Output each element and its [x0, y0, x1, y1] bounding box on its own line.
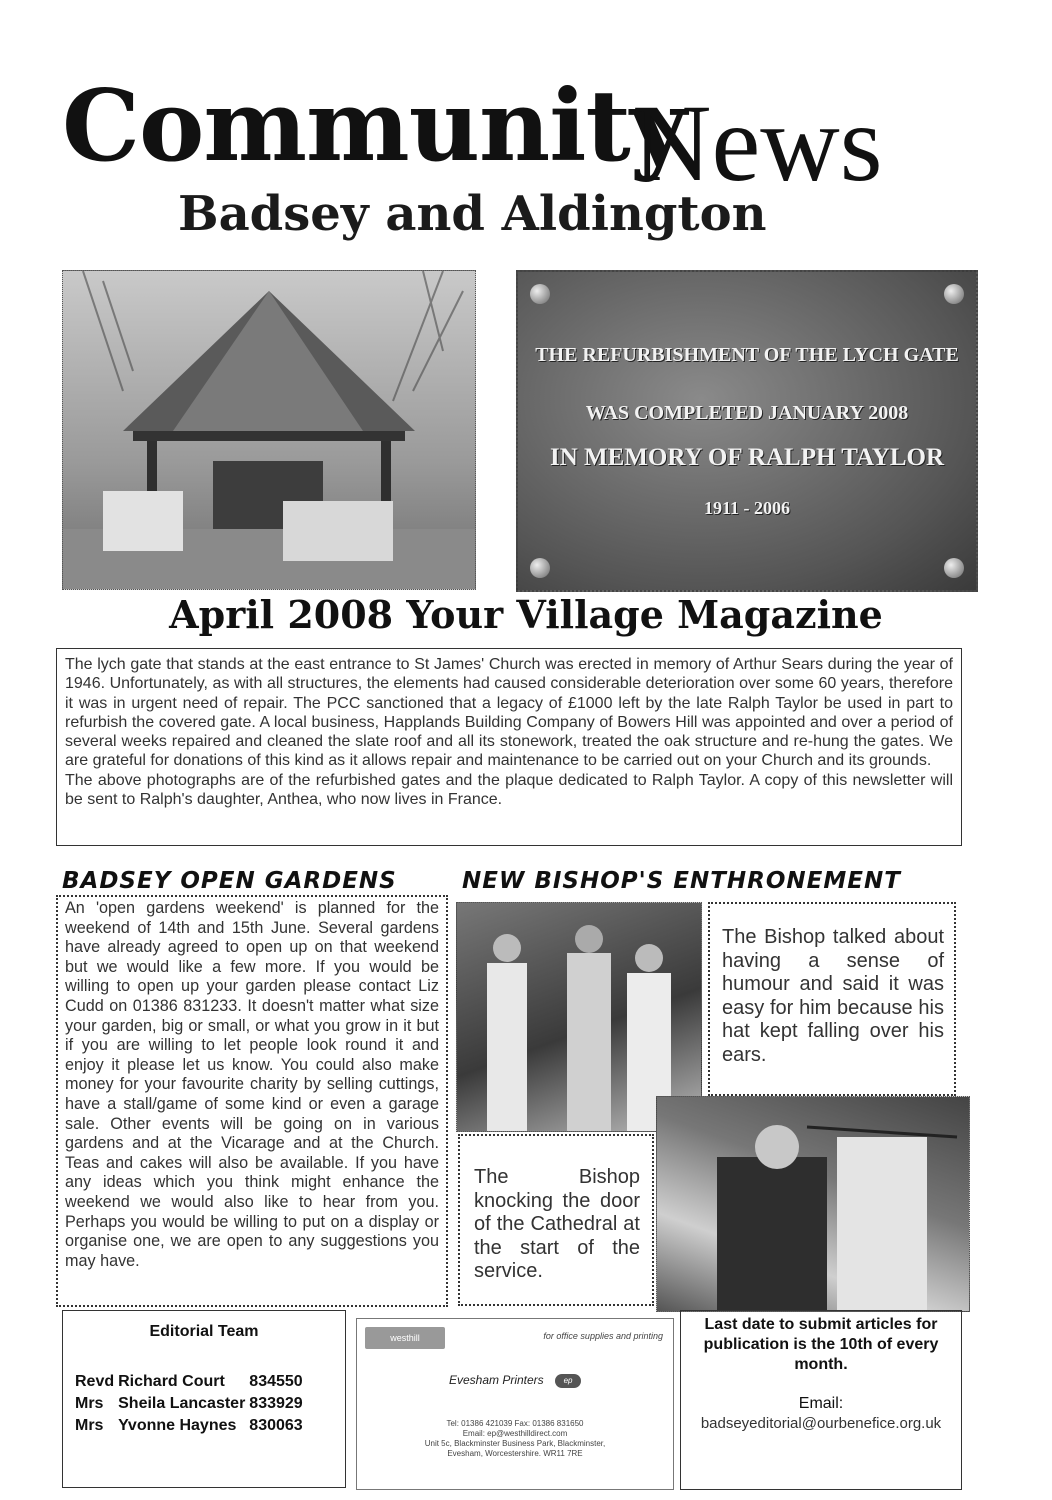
bishop-quote-caption: The Bishop talked about having a sense of humour and said it was easy for him because his hat kept falling over his ears.: [708, 902, 956, 1096]
printers-advert: [356, 1318, 674, 1490]
masthead-title-light: News: [632, 82, 883, 204]
printers-phone: Tel: 01386 421039 Fax: 01386 831650: [446, 1419, 584, 1428]
printers-name: Evesham Printers: [448, 1373, 544, 1387]
member-name: Richard Court: [118, 1373, 225, 1390]
gardens-article: [56, 895, 448, 1307]
member-title: Mrs: [75, 1417, 104, 1434]
issue-tagline: April 2008 Your Village Magazine: [169, 592, 883, 637]
bishop-heading: NEW BISHOP'S ENTHRONEMENT: [462, 868, 901, 894]
editorial-title: Editorial Team: [149, 1323, 259, 1340]
masthead-subtitle: Badsey and Aldington: [178, 186, 767, 242]
bishop-knocking-caption: The Bishop knocking the door of the Cathedral at the start of the service.: [458, 1134, 654, 1306]
printers-name-line: [357, 1373, 673, 1388]
westhill-logo: westhill: [365, 1327, 445, 1349]
screw-icon: [530, 284, 550, 304]
member-phone: 834550: [249, 1373, 303, 1390]
editorial-email: badseyeditorial@ourbenefice.org.uk: [700, 1415, 942, 1432]
printers-address-line: Unit 5c, Blackminster Business Park, Blackminster,: [424, 1439, 606, 1448]
email-label: Email:: [798, 1395, 844, 1412]
member-phone: 830063: [249, 1417, 303, 1434]
printers-address-line: Evesham, Worcestershire. WR11 7RE: [447, 1449, 583, 1458]
masthead-title-bold: Community: [62, 69, 686, 184]
ep-logo-icon: ep: [555, 1374, 581, 1388]
gardens-heading: BADSEY OPEN GARDENS: [62, 868, 397, 894]
bishop-knocking-photo: [656, 1096, 970, 1312]
editorial-member-row: [75, 1371, 307, 1393]
submission-deadline-box: [680, 1310, 962, 1490]
gardens-text: An 'open gardens weekend' is planned for the weekend of 14th and 15th June. Several gardens have already agreed to open up on that weekend but we would like a few more. If you would be willing to open up your garden please contact Liz Cudd on 01386 831233. It doesn't matter what size your garden, big or small, or what you grow in it but if you are willing to let people look round it and enjoy it please let us know. You could also make money for your favourite charity by selling cuttings, have a stall/game of some kind or even a garage sale. Other events will be going on in various gardens and at the Vicarage and at the Church. Teas and cakes will also be available. If you have any ideas which you think might enhance the weekend we would also like to hear from you. Perhaps you would be willing to put on a display or organise one, we are open to any suggestions you may have.: [65, 899, 439, 1270]
deadline-note: Last date to submit articles for publication is the 10th of every month.: [703, 1316, 939, 1373]
plaque-line-1: THE REFURBISHMENT OF THE LYCH GATE: [535, 344, 959, 366]
plaque-line-2: WAS COMPLETED JANUARY 2008: [585, 402, 909, 424]
plaque-line-3: IN MEMORY OF RALPH TAYLOR: [549, 444, 945, 471]
member-phone: 833929: [249, 1395, 303, 1412]
member-name: Yvonne Haynes: [118, 1417, 237, 1434]
member-name: Sheila Lancaster: [118, 1395, 246, 1412]
bishop-knocking-illustration: [657, 1097, 969, 1311]
member-title: Revd: [75, 1373, 115, 1390]
memorial-plaque-photo: [516, 270, 978, 592]
lych-gate-illustration: [63, 271, 475, 589]
screw-icon: [530, 558, 550, 578]
member-title: Mrs: [75, 1395, 104, 1412]
article-paragraph: The lych gate that stands at the east entrance to St James' Church was erected in memory of Arthur Sears during the year of 1946. Unfortunately, as with all structures, the elements had caused considerable deterioration over some 60 years, therefore it was in urgent need of repair. The PCC sanctioned that a legacy of £1000 left by the late Ralph Taylor be used in part to refurbish the covered gate. A local business, Happlands Building Company of Bowers Hill was appointed and over a period of several weeks repaired and cleaned the slate roof and all its stonework, treated the oak structure and re-hung the gates. We are grateful for donations of this kind as it allows repair and maintenance to be carried out on your Church and its grounds.: [65, 656, 953, 770]
plaque-line-4: 1911 - 2006: [703, 498, 790, 518]
editorial-member-row: [75, 1415, 307, 1437]
editorial-member-row: [75, 1393, 307, 1415]
screw-icon: [944, 284, 964, 304]
printers-email: Email: ep@westhilldirect.com: [462, 1429, 568, 1438]
printers-supplies-text: for office supplies and printing: [543, 1331, 663, 1341]
screw-icon: [944, 558, 964, 578]
printers-contact: [357, 1419, 673, 1459]
editorial-members-table: [75, 1371, 307, 1437]
editorial-team-box: [62, 1310, 346, 1488]
lych-gate-article: [56, 648, 962, 846]
article-paragraph: The above photographs are of the refurbished gates and the plaque dedicated to Ralph Taylor. A copy of this newsletter will be sent to Ralph's daughter, Anthea, who now lives in France.: [65, 771, 953, 809]
lych-gate-photo: [62, 270, 476, 590]
